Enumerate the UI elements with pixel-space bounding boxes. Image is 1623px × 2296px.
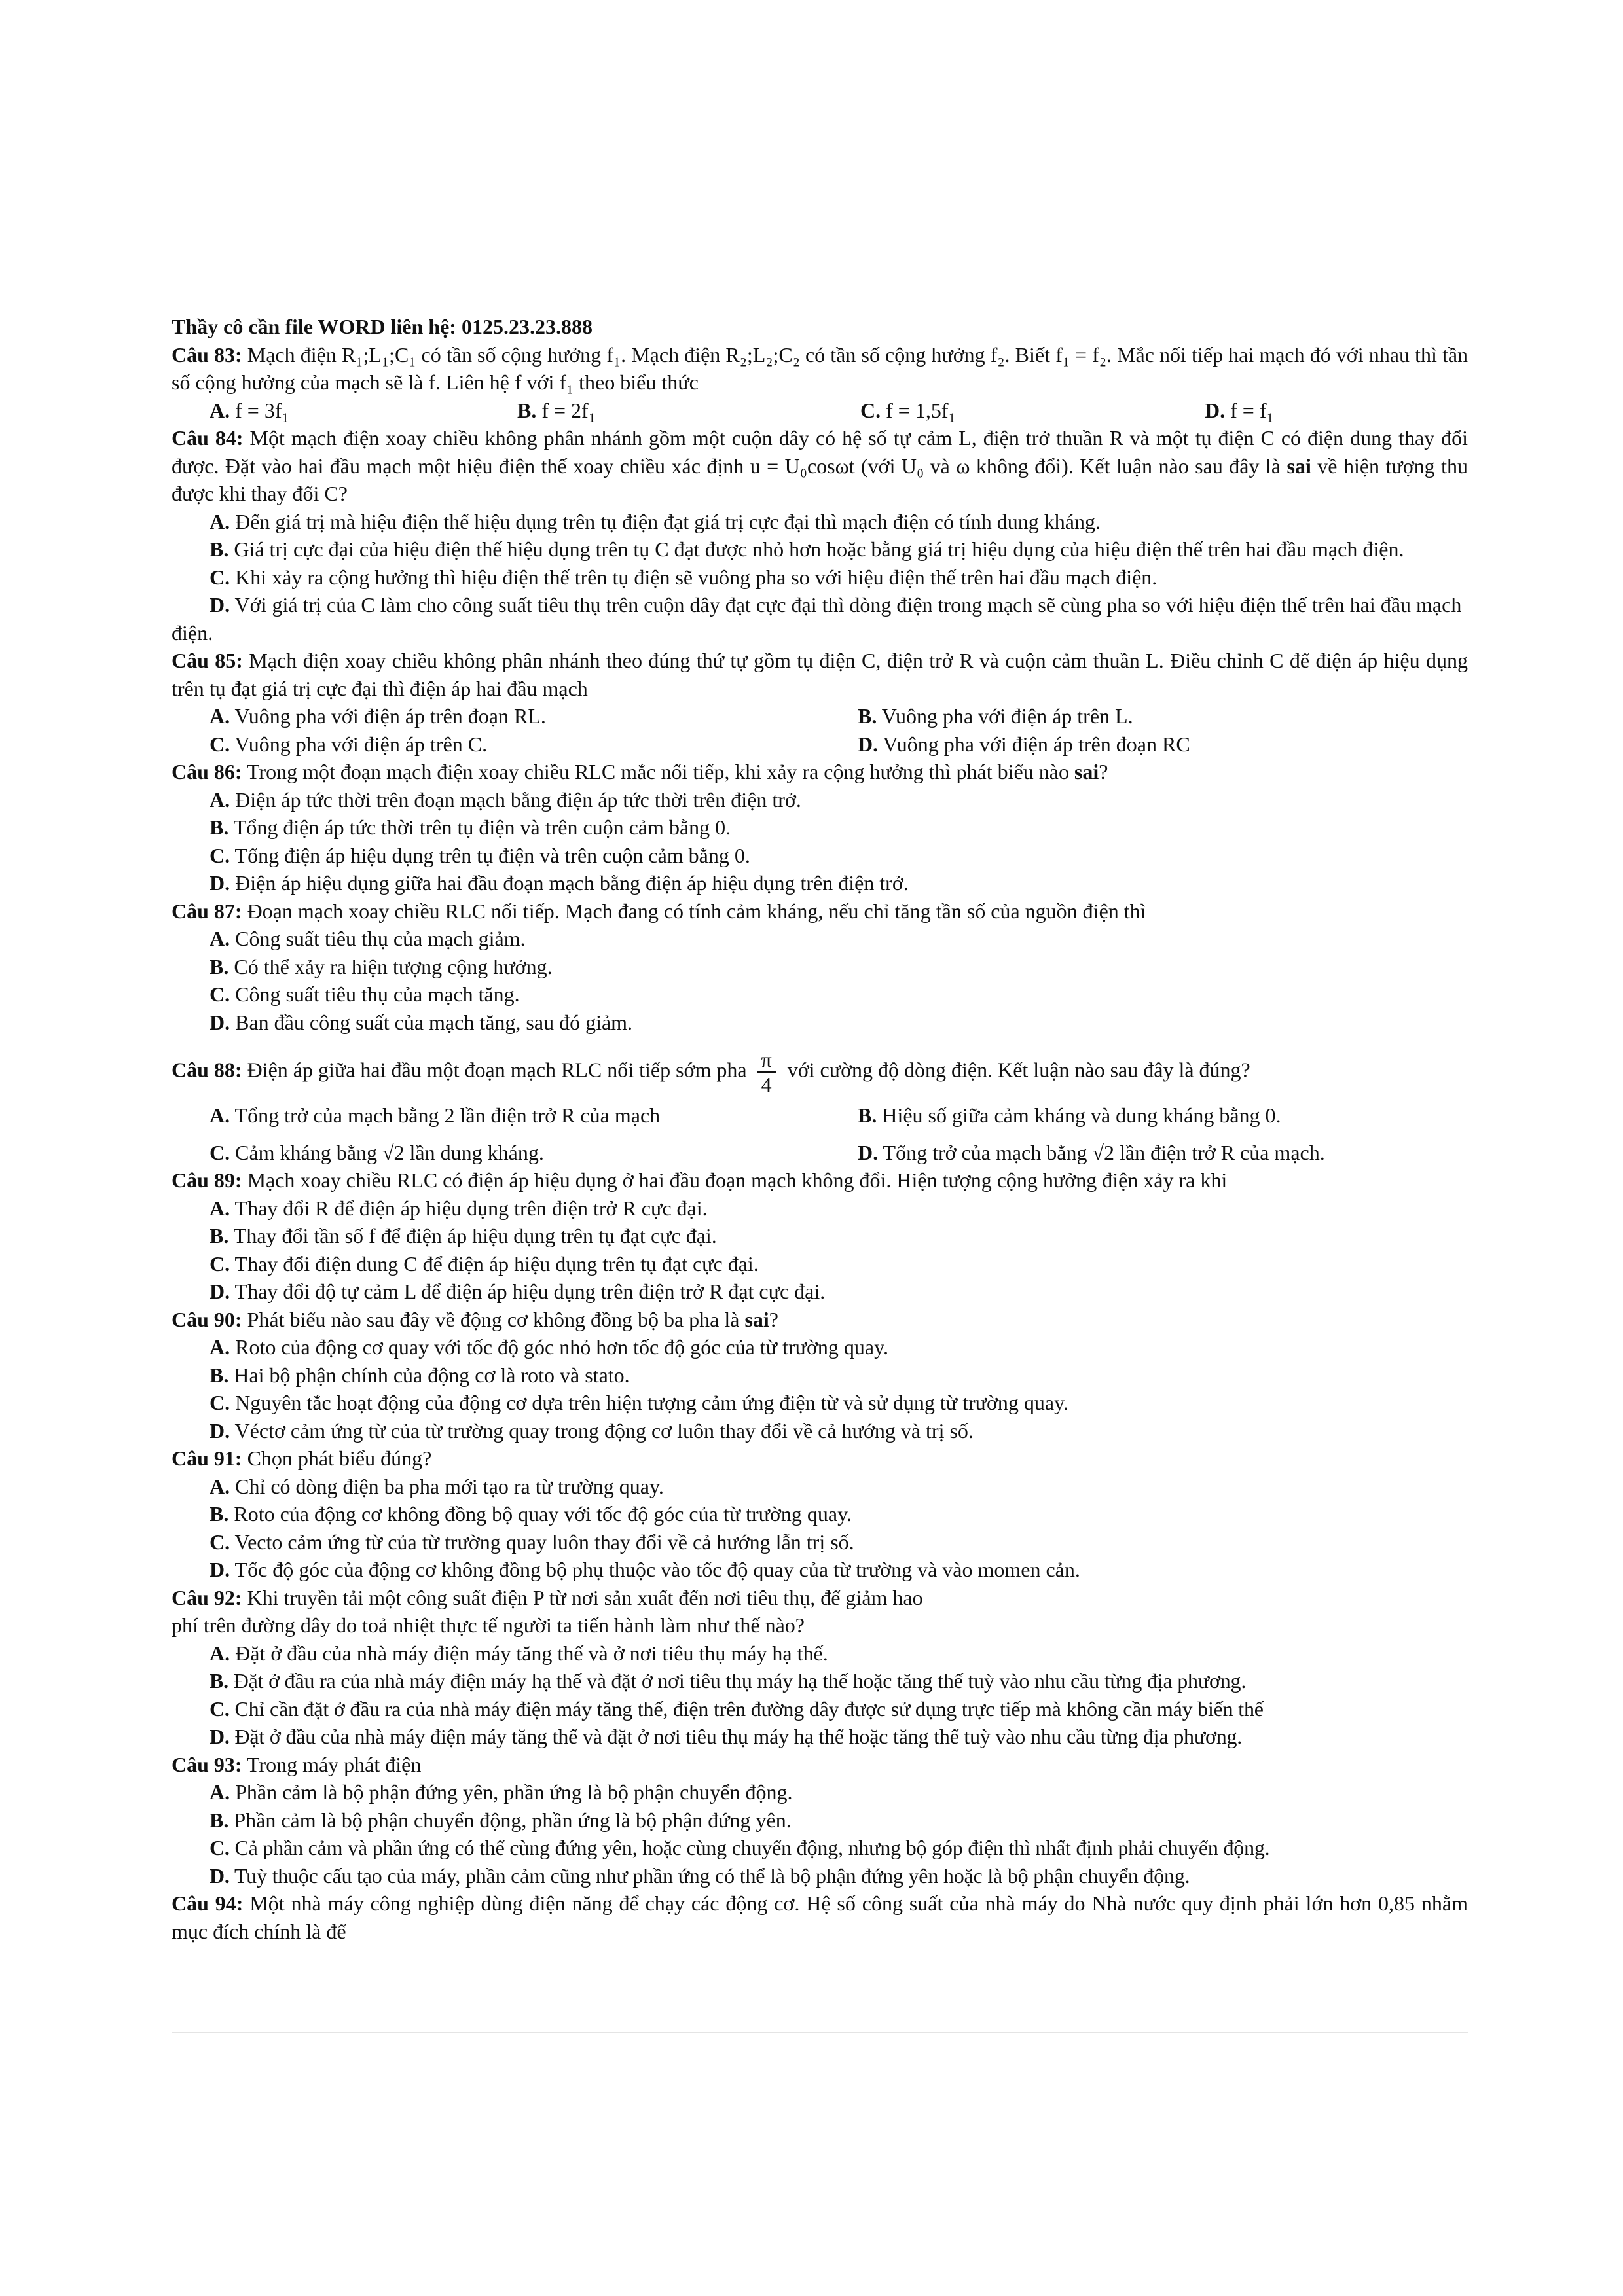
question-text: Mạch điện — [242, 342, 342, 367]
question-text: ? — [1099, 760, 1108, 783]
option-a — [172, 925, 1468, 953]
option-text: Thay đổi tần số f để điện áp hiệu dụng trên tụ đạt cực đại. — [228, 1224, 717, 1247]
question-87-stem — [172, 897, 1468, 925]
option-a — [172, 1640, 1468, 1668]
option-label: C. — [860, 398, 881, 422]
question-text: . Mắc nối tiếp hai mạch đó với nhau thì tần số cộng hưởng của mạch sẽ là f. Liên hệ f với — [172, 342, 1468, 394]
option-b — [517, 397, 860, 425]
option-c — [172, 1389, 1468, 1417]
option-text: Vuông pha với điện áp trên L. — [877, 704, 1133, 728]
option-b — [858, 1102, 1506, 1130]
question-87 — [172, 897, 1468, 1037]
option-text: Tuỳ thuộc cấu tạo của máy, phần cảm cũng như phần ứng có thể là bộ phận đứng yên hoặc là bộ phận chuyển động. — [229, 1863, 1190, 1888]
option-text: Chỉ cần đặt ở đầu ra của nhà máy điện máy tăng thế, điện trên đường dây được sử dụng trực tiếp mà không cần máy biến thế — [229, 1696, 1264, 1721]
option-a — [210, 397, 517, 425]
question-text: Trong một đoạn mạch điện xoay chiều RLC mắc nối tiếp, khi xảy ra cộng hưởng thì phát biểu nào — [242, 760, 1074, 783]
option-text: f = f₁ — [1230, 398, 1274, 422]
emphasis-text: sai — [744, 1307, 769, 1331]
math-expression: R₂;L₂;C₂ — [725, 342, 800, 367]
option-label: A. — [210, 1335, 230, 1359]
option-label: B. — [210, 1669, 228, 1693]
option-label: C. — [210, 1140, 230, 1164]
question-number: Câu 87: — [172, 899, 242, 923]
question-text: . Mạch điện — [621, 342, 726, 367]
option-text: Thay đổi điện dung C để điện áp hiệu dụng trên tụ đạt cực đại. — [230, 1251, 759, 1276]
question-text: . Biết — [1004, 342, 1056, 367]
option-d — [172, 591, 1468, 647]
question-number: Câu 88: — [172, 1058, 242, 1082]
question-89 — [172, 1166, 1468, 1306]
option-text: Với giá trị của C làm cho công suất tiêu thụ trên cuộn dây đạt cực đại thì dòng điện trong mạch sẽ cùng pha so với hiệu điện thế trên hai đầu mạch điện. — [172, 593, 1462, 645]
contact-header: Thầy cô cần file WORD liên hệ: 0125.23.23.888 — [172, 315, 593, 338]
option-text: f = 3f₁ — [235, 398, 289, 422]
option-text: Tổng trở của mạch bằng √2 lần điện trở R của mạch. — [878, 1140, 1325, 1164]
question-90 — [172, 1306, 1468, 1445]
option-c — [210, 730, 858, 759]
question-text: ? — [769, 1307, 778, 1331]
option-text: Có thể xảy ra hiện tượng cộng hưởng. — [228, 954, 553, 978]
math-expression: f₁ — [606, 342, 621, 367]
option-text: Cả phần cảm và phần ứng có thể cùng đứng yên, hoặc cùng chuyển động, nhưng bộ góp điện thì nhất định phải chuyển động. — [229, 1836, 1270, 1859]
option-label: C. — [210, 982, 230, 1006]
question-90-stem — [172, 1306, 1468, 1334]
option-text: Phần cảm là bộ phận chuyển động, phần ứng là bộ phận đứng yên. — [228, 1808, 792, 1832]
option-d — [172, 1009, 1468, 1037]
question-number: Câu 83: — [172, 342, 242, 367]
option-text: Ban đầu công suất của mạch tăng, sau đó giảm. — [230, 1010, 633, 1034]
spacer — [172, 1036, 1468, 1048]
option-b — [172, 1500, 1468, 1528]
option-label: B. — [210, 816, 229, 839]
option-text: Roto của động cơ quay với tốc độ góc nhỏ hơn tốc độ góc của từ trường quay. — [230, 1335, 888, 1359]
question-94 — [172, 1890, 1468, 1945]
question-number: Câu 93: — [172, 1752, 242, 1776]
question-88 — [172, 1048, 1468, 1166]
question-number: Câu 84: — [172, 426, 244, 450]
option-text: Thay đổi R để điện áp hiệu dụng trên điện trở R cực đại. — [230, 1196, 708, 1220]
option-text: Vuông pha với điện áp trên đoạn RC — [878, 732, 1190, 756]
option-c — [172, 1528, 1468, 1556]
emphasis-text: sai — [1286, 454, 1311, 478]
option-label: D. — [210, 871, 230, 895]
question-text: Mạch điện xoay chiều không phân nhánh theo đúng thứ tự gồm tụ điện C, điện trở R và cuộn cảm thuần L. Điều chỉnh C để điện áp hiệu dụng trên tụ đạt giá trị cực đại thì điện áp hai đầu mạch — [172, 649, 1468, 700]
document-page — [172, 313, 1468, 1945]
math-expression: f₁ — [559, 370, 574, 394]
options-grid — [172, 397, 1468, 425]
option-text: Vuông pha với điện áp trên đoạn RL. — [230, 704, 546, 728]
question-text: Phát biểu nào sau đây về động cơ không đồng bộ ba pha là — [242, 1307, 745, 1331]
option-text: Roto của động cơ không đồng bộ quay với tốc độ góc của từ trường quay. — [228, 1502, 852, 1526]
question-text: Đoạn mạch xoay chiều RLC nối tiếp. Mạch đang có tính cảm kháng, nếu chỉ tăng tần số của nguồn điện thì — [242, 899, 1146, 923]
option-label: B. — [210, 1224, 229, 1247]
option-label: D. — [210, 1863, 230, 1888]
option-b — [172, 1222, 1468, 1250]
option-text: Khi xảy ra cộng hưởng thì hiệu điện thế trên tụ điện sẽ vuông pha so với hiệu điện thế trên hai đầu mạch điện. — [230, 565, 1158, 589]
option-c — [172, 980, 1468, 1009]
option-c — [210, 1139, 858, 1167]
options-grid — [172, 702, 1468, 758]
question-text: Điện áp giữa hai đầu một đoạn mạch RLC nối tiếp sớm pha — [242, 1058, 752, 1082]
option-text: Hai bộ phận chính của động cơ là roto và stato. — [228, 1363, 630, 1387]
option-label: D. — [210, 1010, 230, 1034]
option-label: A. — [210, 1103, 230, 1127]
option-label: C. — [210, 843, 230, 867]
option-d — [172, 1556, 1468, 1584]
option-b — [858, 702, 1506, 730]
option-label: D. — [210, 1725, 230, 1748]
option-a — [172, 786, 1468, 814]
option-label: A. — [210, 1474, 230, 1498]
emphasis-text: sai — [1074, 760, 1099, 783]
question-85-stem — [172, 647, 1468, 702]
option-b — [172, 814, 1468, 842]
question-number: Câu 86: — [172, 760, 242, 783]
option-label: C. — [210, 1836, 230, 1859]
option-b — [172, 953, 1468, 981]
option-a — [172, 1333, 1468, 1361]
option-c — [172, 1834, 1468, 1862]
option-label: B. — [517, 398, 537, 422]
option-label: C. — [210, 1251, 230, 1276]
question-88-stem — [172, 1048, 1468, 1096]
question-text: Chọn phát biểu đúng? — [242, 1446, 432, 1470]
option-a — [172, 1473, 1468, 1501]
option-text: Cảm kháng bằng √2 lần dung kháng. — [230, 1140, 544, 1164]
question-85 — [172, 647, 1468, 758]
question-number: Câu 90: — [172, 1307, 242, 1331]
option-label: D. — [858, 732, 879, 756]
option-text: f = 2f₁ — [541, 398, 596, 422]
question-83-stem — [172, 341, 1468, 397]
option-text: f = 1,5f₁ — [886, 398, 956, 422]
option-a — [210, 702, 858, 730]
option-b — [172, 535, 1468, 564]
option-text: Đặt ở đầu của nhà máy điện máy tăng thế và ở nơi tiêu thụ máy hạ thế. — [230, 1641, 828, 1665]
question-84-stem — [172, 424, 1468, 508]
question-number: Câu 85: — [172, 649, 243, 672]
option-c — [172, 842, 1468, 870]
question-text: Một mạch điện xoay chiều không phân nhánh gồm một cuộn dây có hệ số tự cảm L, điện trở thuần R và một tụ điện C có điện dung thay đổi được. Đặt vào hai đầu mạch một hiệu điện thế xoay chiều xác định u = U₀cosωt (với U₀ và ω không đổi). Kết luận nào sau đây là — [172, 426, 1468, 478]
option-text: Tổng điện áp tức thời trên tụ điện và trên cuộn cảm bằng 0. — [228, 816, 731, 839]
option-label: C. — [210, 565, 230, 589]
option-label: B. — [210, 1502, 229, 1526]
option-text: Giá trị cực đại của hiệu điện thế hiệu dụng trên tụ C đạt được nhỏ hơn hoặc bằng giá trị hiệu dụng của hiệu điện thế trên hai đầu mạch điện. — [228, 537, 1404, 561]
fraction-denominator: 4 — [761, 1073, 772, 1096]
page-bottom-rule — [172, 2032, 1468, 2033]
question-92-stem — [172, 1584, 1468, 1612]
option-d — [172, 1723, 1468, 1751]
option-text: Tốc độ góc của động cơ không đồng bộ phụ thuộc vào tốc độ quay của từ trường và vào momen cản. — [230, 1558, 1080, 1581]
option-d — [172, 1417, 1468, 1445]
option-label: B. — [210, 1808, 229, 1832]
option-text: Véctơ cảm ứng từ của từ trường quay trong động cơ luôn thay đổi về cả hướng và trị số. — [230, 1418, 974, 1443]
question-text: về hiện tượng thu được khi thay đổi C? — [172, 454, 1468, 505]
fraction — [757, 1048, 776, 1096]
option-text: Điện áp tức thời trên đoạn mạch bằng điện áp tức thời trên điện trở. — [230, 787, 801, 812]
option-text: Công suất tiêu thụ của mạch giảm. — [230, 927, 526, 950]
option-label: A. — [210, 1196, 230, 1220]
question-94-stem — [172, 1890, 1468, 1945]
option-text: Vuông pha với điện áp trên C. — [230, 732, 488, 756]
fraction-numerator: π — [757, 1048, 776, 1073]
option-d — [858, 730, 1506, 759]
question-93-stem — [172, 1751, 1468, 1779]
option-label: D. — [210, 1280, 230, 1303]
question-text: Khi truyền tải một công suất điện P từ nơi sản xuất đến nơi tiêu thụ, để giảm hao — [242, 1585, 923, 1609]
option-text: Chỉ có dòng điện ba pha mới tạo ra từ trường quay. — [230, 1474, 664, 1498]
option-label: D. — [210, 1418, 230, 1443]
options-grid — [172, 1102, 1468, 1166]
question-number: Câu 92: — [172, 1585, 242, 1609]
option-label: D. — [1205, 398, 1226, 422]
option-a — [172, 1778, 1468, 1806]
math-expression: f₂ — [990, 342, 1005, 367]
question-number: Câu 94: — [172, 1892, 244, 1915]
option-text: Hiệu số giữa cảm kháng và dung kháng bằng 0. — [877, 1103, 1281, 1127]
question-92-stem-line2: phí trên đường dây do toả nhiệt thực tế người ta tiến hành làm như thế nào? — [172, 1613, 805, 1637]
option-label: B. — [210, 537, 229, 561]
option-c — [172, 1250, 1468, 1278]
option-label: C. — [210, 1391, 230, 1414]
question-91-stem — [172, 1444, 1468, 1473]
option-a — [210, 1102, 858, 1130]
option-text: Tổng trở của mạch bằng 2 lần điện trở R của mạch — [230, 1103, 661, 1127]
option-label: A. — [210, 704, 230, 728]
option-b — [172, 1667, 1468, 1695]
question-text: có tần số cộng hưởng — [799, 342, 991, 367]
option-label: B. — [210, 954, 229, 978]
option-text: Tổng điện áp hiệu dụng trên tụ điện và trên cuộn cảm bằng 0. — [230, 843, 750, 867]
option-label: C. — [210, 732, 230, 756]
option-b — [172, 1806, 1468, 1835]
question-number: Câu 91: — [172, 1446, 242, 1470]
option-d — [1205, 397, 1506, 425]
question-number: Câu 89: — [172, 1168, 242, 1192]
question-text: với cường độ dòng điện. Kết luận nào sau đây là đúng? — [787, 1058, 1250, 1082]
question-83 — [172, 341, 1468, 425]
option-label: D. — [210, 593, 230, 617]
option-text: Đến giá trị mà hiệu điện thế hiệu dụng trên tụ điện đạt giá trị cực đại thì mạch điện có tính dung kháng. — [230, 509, 1101, 533]
option-b — [172, 1361, 1468, 1390]
option-text: Vecto cảm ứng từ của từ trường quay luôn thay đổi về cả hướng lẫn trị số. — [230, 1530, 854, 1554]
question-93 — [172, 1751, 1468, 1890]
option-text: Thay đổi độ tự cảm L để điện áp hiệu dụng trên điện trở R đạt cực đại. — [230, 1280, 826, 1303]
question-text: Mạch xoay chiều RLC có điện áp hiệu dụng ở hai đầu đoạn mạch không đổi. Hiện tượng cộng hưởng điện xảy ra khi — [242, 1168, 1228, 1192]
option-c — [172, 1695, 1468, 1723]
option-text: Điện áp hiệu dụng giữa hai đầu đoạn mạch bằng điện áp hiệu dụng trên điện trở. — [230, 871, 909, 895]
option-text: Công suất tiêu thụ của mạch tăng. — [230, 982, 520, 1006]
option-label: A. — [210, 1641, 230, 1665]
option-d — [858, 1139, 1506, 1167]
option-label: D. — [210, 1558, 230, 1581]
option-text: Đặt ở đầu ra của nhà máy điện máy hạ thế và đặt ở nơi tiêu thụ máy hạ thế hoặc tăng thế tuỳ vào nhu cầu từng địa phương. — [228, 1669, 1247, 1693]
option-label: A. — [210, 927, 230, 950]
option-c — [860, 397, 1205, 425]
option-label: A. — [210, 398, 230, 422]
option-label: B. — [858, 1103, 877, 1127]
option-label: A. — [210, 509, 230, 533]
option-text: Phần cảm là bộ phận đứng yên, phần ứng là bộ phận chuyển động. — [230, 1780, 793, 1804]
option-text: Đặt ở đầu của nhà máy điện máy tăng thế và đặt ở nơi tiêu thụ máy hạ thế hoặc tăng thế tuỳ vào nhu cầu từng địa phương. — [229, 1725, 1243, 1748]
question-92 — [172, 1584, 1468, 1751]
question-text: có tần số cộng hưởng — [416, 342, 607, 367]
option-label: A. — [210, 787, 230, 812]
option-d — [172, 869, 1468, 897]
option-label: C. — [210, 1696, 230, 1721]
math-expression: f₁ = f₂ — [1055, 342, 1106, 367]
option-a — [172, 508, 1468, 536]
question-91 — [172, 1444, 1468, 1584]
question-text: Một nhà máy công nghiệp dùng điện năng để chạy các động cơ. Hệ số công suất của nhà máy do Nhà nước quy định phải lớn hơn 0,85 nhằm mục đích chính là để — [172, 1892, 1468, 1943]
option-d — [172, 1862, 1468, 1890]
question-text: theo biểu thức — [574, 370, 699, 394]
question-86 — [172, 758, 1468, 897]
question-text: Trong máy phát điện — [242, 1752, 422, 1776]
question-84 — [172, 424, 1468, 647]
option-label: C. — [210, 1530, 230, 1554]
question-89-stem — [172, 1166, 1468, 1194]
option-c — [172, 564, 1468, 592]
option-d — [172, 1278, 1468, 1306]
option-label: B. — [210, 1363, 229, 1387]
math-expression: R₁;L₁;C₁ — [341, 342, 416, 367]
option-label: A. — [210, 1780, 230, 1804]
option-label: D. — [858, 1140, 879, 1164]
option-label: B. — [858, 704, 877, 728]
question-86-stem — [172, 758, 1468, 786]
option-text: Nguyên tắc hoạt động của động cơ dựa trên hiện tượng cảm ứng điện từ và sử dụng từ trường quay. — [230, 1391, 1069, 1414]
option-a — [172, 1194, 1468, 1223]
